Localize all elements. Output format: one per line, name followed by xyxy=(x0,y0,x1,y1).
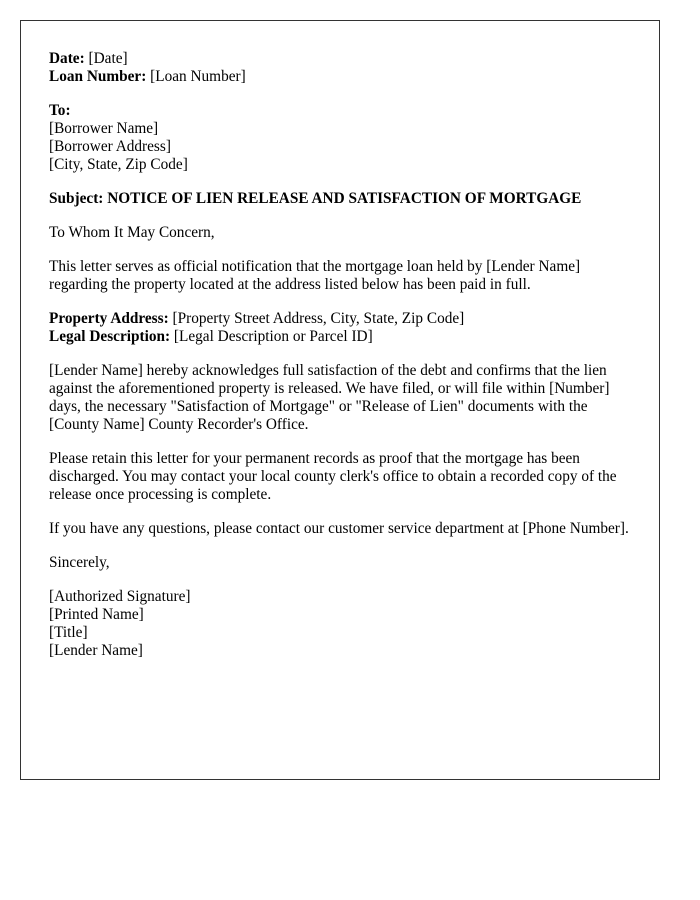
printed-name: [Printed Name] xyxy=(49,606,144,623)
signer-lender-name: [Lender Name] xyxy=(49,642,143,659)
loan-number-label: Loan Number: xyxy=(49,68,147,85)
signature-block xyxy=(49,588,631,660)
subject-value: NOTICE OF LIEN RELEASE AND SATISFACTION OF MORTGAGE xyxy=(107,190,582,207)
letter-page xyxy=(20,20,660,780)
subject-line xyxy=(49,190,631,208)
recipient-block xyxy=(49,102,631,174)
loan-number-value: [Loan Number] xyxy=(150,68,246,85)
property-address-label: Property Address: xyxy=(49,310,169,327)
legal-description-value: [Legal Description or Parcel ID] xyxy=(173,328,373,345)
header-block xyxy=(49,50,631,86)
borrower-address: [Borrower Address] xyxy=(49,138,171,155)
date-value: [Date] xyxy=(88,50,128,67)
borrower-city: [City, State, Zip Code] xyxy=(49,156,188,173)
date-line xyxy=(49,50,631,68)
property-address-line xyxy=(49,310,631,328)
date-label: Date: xyxy=(49,50,85,67)
paragraph-contact: If you have any questions, please contact our customer service department at [Phone Number]. xyxy=(49,520,629,537)
legal-description-line xyxy=(49,328,631,346)
signer-title: [Title] xyxy=(49,624,88,641)
paragraph-acknowledgement: [Lender Name] hereby acknowledges full satisfaction of the debt and confirms that the lien against the aforementioned property is released. We have filed, or will file within [Number] days, the necessary "Satisfaction of Mortgage" or "Release of Lien" documents with the [County Name] County Recorder's Office. xyxy=(49,362,610,433)
property-address-value: [Property Street Address, City, State, Zip Code] xyxy=(172,310,465,327)
closing: Sincerely, xyxy=(49,554,110,571)
salutation: To Whom It May Concern, xyxy=(49,224,215,241)
legal-description-label: Legal Description: xyxy=(49,328,171,345)
recipient-label: To: xyxy=(49,102,71,119)
authorized-signature: [Authorized Signature] xyxy=(49,588,191,605)
paragraph-retain-records: Please retain this letter for your permanent records as proof that the mortgage has been discharged. You may contact your local county clerk's office to obtain a recorded copy of the release once processing is complete. xyxy=(49,450,617,503)
property-block xyxy=(49,310,631,346)
borrower-name: [Borrower Name] xyxy=(49,120,159,137)
loan-number-line xyxy=(49,68,631,86)
paragraph-notification: This letter serves as official notification that the mortgage loan held by [Lender Name] regarding the property located at the address listed below has been paid in full. xyxy=(49,258,581,293)
subject-label: Subject: xyxy=(49,190,104,207)
